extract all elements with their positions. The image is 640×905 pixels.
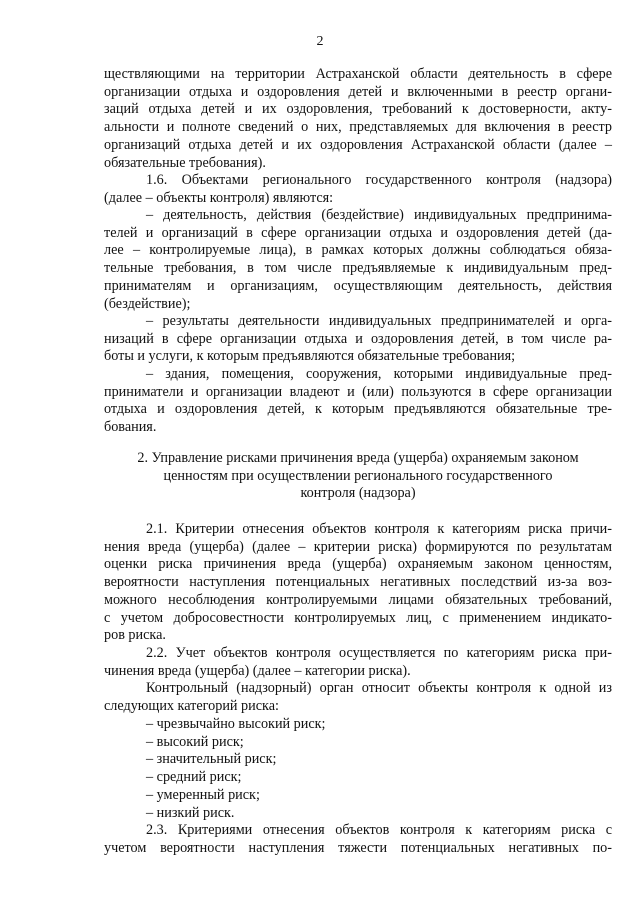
- text-line: принимателям и организациям, осуществляющим деятельность, действия: [104, 277, 612, 294]
- text-line: ществляющими на территории Астраханской области деятельность в сфере: [104, 66, 612, 82]
- paragraph-2-1: [104, 521, 612, 645]
- text-line: Контрольный (надзорный) орган относит объекты контроля к одной из: [146, 680, 612, 696]
- text-line: с учетом добросовестности контролируемых лиц, с применением индикато-: [104, 609, 612, 626]
- text-line: отдыха и оздоровления детей, к которым предъявляются обязательные тре-: [104, 401, 612, 418]
- text-line: нения вреда (ущерба) (далее – критерии риска) формируются по результатам: [104, 538, 612, 555]
- list-item-results: [104, 313, 612, 366]
- text-line: телей и организаций в сфере организации отдыха и оздоровления детей (да-: [104, 224, 612, 241]
- text-line: можного несоблюдения контролируемыми лицами обязательных требований,: [104, 591, 612, 608]
- text-line: 2.2. Учет объектов контроля осуществляется по категориям риска при-: [146, 645, 612, 661]
- text-line: организации отдыха и оздоровления детей и включенными в реестр органи-: [104, 83, 612, 100]
- text-line: 2.1. Критерии отнесения объектов контроля к категориям риска причи-: [146, 521, 612, 537]
- paragraph-1-6: [104, 172, 612, 207]
- text-line: заций отдыха детей и их оздоровления, требований к достоверности, акту-: [104, 101, 612, 118]
- text-line: следующих категорий риска:: [104, 697, 279, 714]
- text-line: учетом вероятности наступления тяжести потенциальных негативных по-: [104, 839, 612, 856]
- text-line: вероятности наступления потенциальных негативных последствий из-за воз-: [104, 574, 612, 591]
- list-item-buildings: [104, 366, 612, 437]
- text-line: ров риска.: [104, 627, 166, 644]
- text-line: бования.: [104, 419, 157, 436]
- paragraph-2-2: [104, 645, 612, 680]
- heading-line: 2. Управление рисками причинения вреда (ущерба) охраняемым законом: [137, 450, 579, 466]
- list-item: – средний риск;: [146, 769, 242, 786]
- text-line: оценки риска причинения вреда (ущерба) охраняемым законом ценностям,: [104, 556, 612, 573]
- text-line: организаций отдыха детей и их оздоровления Астраханской области (далее –: [104, 136, 612, 153]
- text-line: тельные требования, в том числе предъявляемые к индивидуальным пред-: [104, 260, 612, 277]
- paragraph-continuation: [104, 66, 612, 172]
- text-line: альности и полноте сведений о них, представляемых для включения в реестр: [104, 119, 612, 136]
- paragraph-2-3: [104, 822, 612, 857]
- list-item: – низкий риск.: [146, 804, 235, 821]
- text-line: обязательные требования).: [104, 154, 266, 171]
- list-item-activity: [104, 207, 612, 313]
- risk-category-list: [104, 716, 612, 822]
- text-line: приниматели и организации владеют и (или) пользуются в сфере организации: [104, 383, 612, 400]
- text-line: чинения вреда (ущерба) (далее – категории риска).: [104, 662, 411, 679]
- heading-line: контроля (надзора): [300, 485, 416, 502]
- text-line: – деятельность, действия (бездействие) индивидуальных предпринима-: [146, 207, 612, 223]
- text-line: (бездействие);: [104, 295, 191, 312]
- paragraph-2-2-categories: [104, 680, 612, 715]
- list-item: – чрезвычайно высокий риск;: [146, 716, 326, 732]
- page-number: 2: [316, 34, 324, 49]
- text-line: – результаты деятельности индивидуальных предпринимателей и орга-: [146, 313, 612, 329]
- text-line: лее – контролируемые лица), в рамках которых должны соблюдаться обяза-: [104, 242, 612, 259]
- list-item: – умеренный риск;: [146, 786, 260, 803]
- text-line: 2.3. Критериями отнесения объектов контроля к категориям риска с: [146, 822, 612, 838]
- section-heading: [104, 450, 612, 503]
- list-item: – высокий риск;: [146, 733, 244, 750]
- text-line: (далее – объекты контроля) являются:: [104, 189, 334, 206]
- text-line: 1.6. Объектами регионального государственного контроля (надзора): [146, 172, 612, 188]
- list-item: – значительный риск;: [146, 751, 277, 768]
- text-line: боты и услуги, к которым предъявляются обязательные требования;: [104, 348, 516, 365]
- heading-line: ценностям при осуществлении регионального государственного: [163, 467, 553, 484]
- text-line: низаций в сфере организации отдыха и оздоровления детей, в том числе ра-: [104, 330, 612, 347]
- text-line: – здания, помещения, сооружения, которыми индивидуальные пред-: [146, 366, 612, 382]
